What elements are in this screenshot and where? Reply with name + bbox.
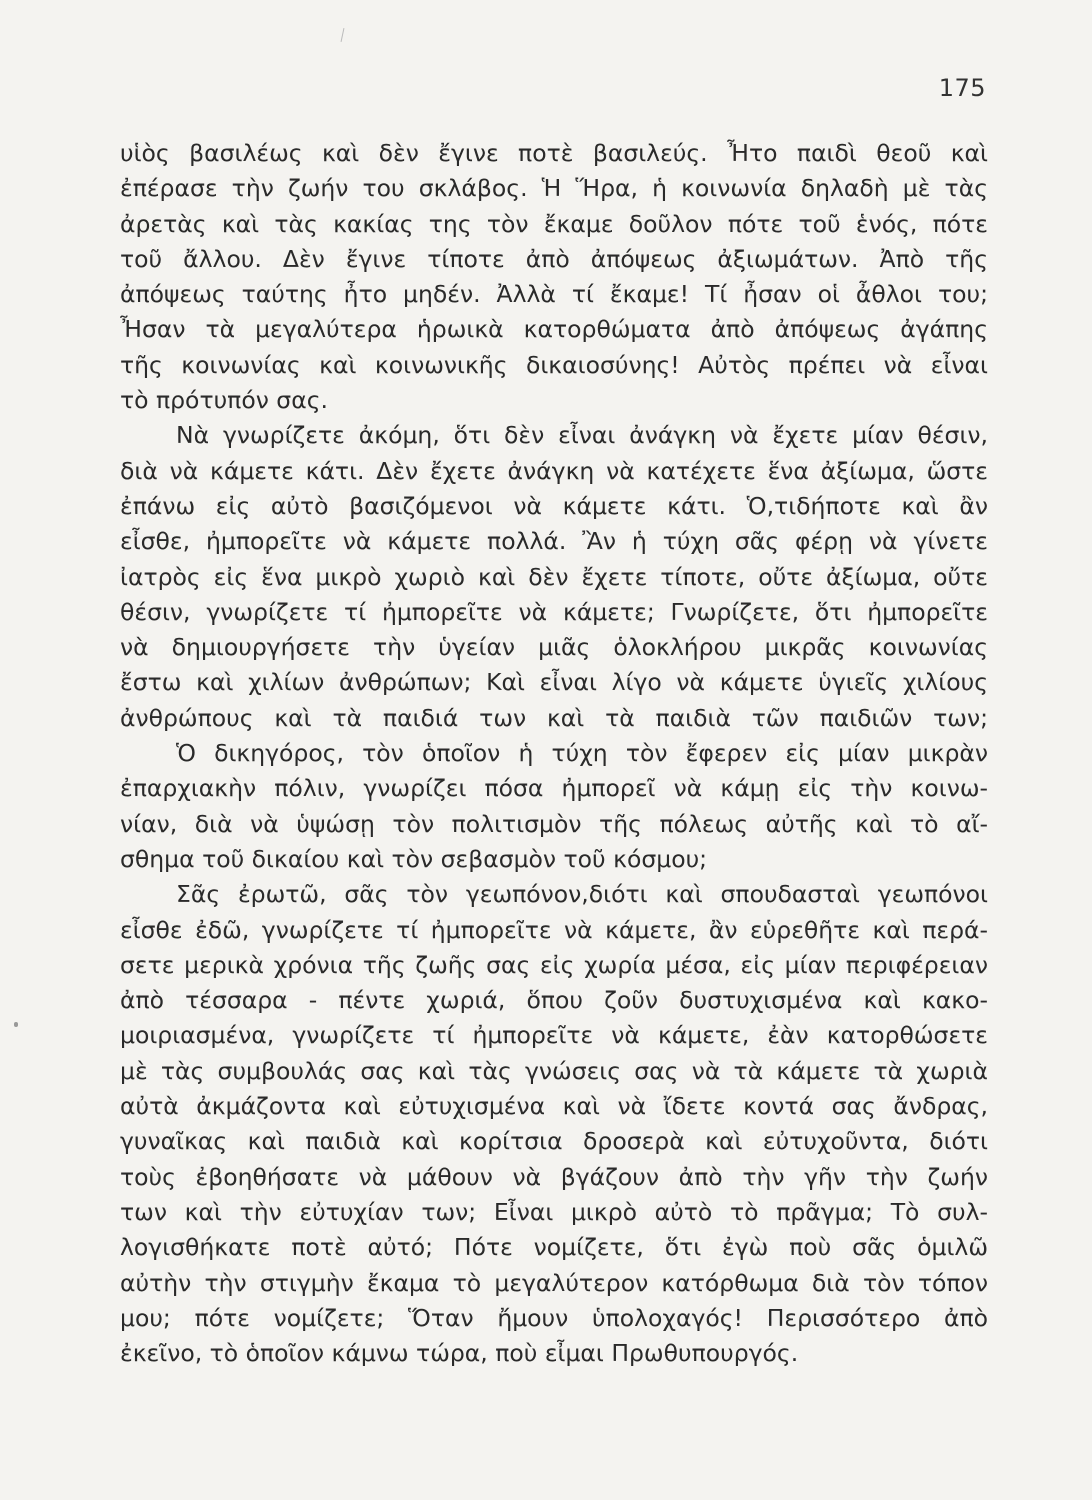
body-text — [120, 136, 988, 1371]
text-line: λογισθήκατε ποτὲ αὐτό; Πότε νομίζετε, ὅτι ἐγὼ ποὺ σᾶς ὁμιλῶ — [120, 1233, 988, 1262]
text-line: ἀρετὰς καὶ τὰς κακίας της τὸν ἔκαμε δοῦλον πότε τοῦ ἑνός, πότε — [120, 209, 988, 238]
text-line: Ἦσαν τὰ μεγαλύτερα ἡρωικὰ κατορθώματα ἀπὸ ἀπόψεως ἀγάπης — [120, 315, 988, 344]
text-line: ἰατρὸς εἰς ἕνα μικρὸ χωριὸ καὶ δὲν ἔχετε τίποτε, οὔτε ἀξίωμα, οὔτε — [120, 562, 988, 591]
text-line: σετε μερικὰ χρόνια τῆς ζωῆς σας εἰς χωρία μέσα, εἰς μίαν περιφέρειαν — [120, 950, 988, 979]
text-line: ἐπέρασε τὴν ζωήν του σκλάβος. Ἡ Ἥρα, ἡ κοινωνία δηλαδὴ μὲ τὰς — [120, 174, 988, 203]
text-line: διὰ νὰ κάμετε κάτι. Δὲν ἔχετε ἀνάγκη νὰ κατέχετε ἕνα ἀξίωμα, ὥστε — [120, 456, 988, 485]
text-line: υἱὸς βασιλέως καὶ δὲν ἔγινε ποτὲ βασιλεύς. Ἦτο παιδὶ θεοῦ καὶ — [120, 139, 988, 167]
text-line: τὸ πρότυπόν σας. — [120, 386, 328, 415]
text-line: ἀπόψεως ταύτης ἦτο μηδέν. Ἀλλὰ τί ἔκαμε! Τί ἦσαν οἱ ἆθλοι του; — [120, 280, 988, 309]
text-line: εἶσθε ἐδῶ, γνωρίζετε τί ἠμπορεῖτε νὰ κάμετε, ἂν εὑρεθῆτε καὶ περά- — [120, 915, 988, 944]
text-line: τοῦ ἄλλου. Δὲν ἔγινε τίποτε ἀπὸ ἀπόψεως ἀξιωμάτων. Ἀπὸ τῆς — [120, 244, 988, 273]
text-line: μοιριασμένα, γνωρίζετε τί ἠμπορεῖτε νὰ κάμετε, ἐὰν κατορθώσετε — [120, 1021, 988, 1050]
text-line: ἐκεῖνο, τὸ ὁποῖον κάμνω τώρα, ποὺ εἶμαι Πρωθυπουργός. — [120, 1339, 799, 1368]
text-line: ἀπὸ τέσσαρα - πέντε χωριά, ὅπου ζοῦν δυστυχισμένα καὶ κακο- — [120, 986, 988, 1015]
margin-dot — [14, 1022, 18, 1027]
text-line: σθημα τοῦ δικαίου καὶ τὸν σεβασμὸν τοῦ κόσμου; — [120, 844, 708, 873]
text-line: εἶσθε, ἠμπορεῖτε νὰ κάμετε πολλά. Ἂν ἡ τύχη σᾶς φέρῃ νὰ γίνετε — [120, 527, 988, 556]
text-line: των καὶ τὴν εὐτυχίαν των; Εἶναι μικρὸ αὐτὸ τὸ πρᾶγμα; Τὸ συλ- — [120, 1197, 988, 1226]
text-line: τῆς κοινωνίας καὶ κοινωνικῆς δικαιοσύνης! Αὐτὸς πρέπει νὰ εἶναι — [120, 350, 988, 379]
text-line: νίαν, διὰ νὰ ὑψώσῃ τὸν πολιτισμὸν τῆς πόλεως αὐτῆς καὶ τὸ αἴ- — [120, 809, 988, 838]
paragraph-start: Ὁ δικηγόρος, τὸν ὁποῖον ἡ τύχη τὸν ἔφερεν εἰς μίαν μικρὰν — [176, 739, 988, 768]
text-line: γυναῖκας καὶ παιδιὰ καὶ κορίτσια δροσερὰ καὶ εὐτυχοῦντα, διότι — [120, 1127, 988, 1156]
text-line: μου; πότε νομίζετε; Ὅταν ἤμουν ὑπολοχαγός! Περισσότερο ἀπὸ — [120, 1303, 988, 1332]
text-line: ἀνθρώπους καὶ τὰ παιδιά των καὶ τὰ παιδιὰ τῶν παιδιῶν των; — [120, 703, 988, 732]
text-line: νὰ δημιουργήσετε τὴν ὑγείαν μιᾶς ὁλοκλήρου μικρᾶς κοινωνίας — [120, 633, 988, 662]
text-line: τοὺς ἐβοηθήσατε νὰ μάθουν νὰ βγάζουν ἀπὸ τὴν γῆν τὴν ζωήν — [120, 1162, 988, 1191]
text-line: αὐτὴν τὴν στιγμὴν ἔκαμα τὸ μεγαλύτερον κατόρθωμα διὰ τὸν τόπον — [120, 1268, 988, 1297]
text-line: ἐπάνω εἰς αὐτὸ βασιζόμενοι νὰ κάμετε κάτι. Ὁ,τιδήποτε καὶ ἂν — [120, 491, 988, 520]
text-line: ἔστω καὶ χιλίων ἀνθρώπων; Καὶ εἶναι λίγο νὰ κάμετε ὑγιεῖς χιλίους — [120, 668, 988, 697]
text-line: αὐτὰ ἀκμάζοντα καὶ εὐτυχισμένα καὶ νὰ ἴδετε κοντά σας ἄνδρας, — [120, 1092, 988, 1121]
text-line: ἐπαρχιακὴν πόλιν, γνωρίζει πόσα ἠμπορεῖ νὰ κάμῃ εἰς τὴν κοινω- — [120, 774, 988, 803]
text-line: θέσιν, γνωρίζετε τί ἠμπορεῖτε νὰ κάμετε; Γνωρίζετε, ὅτι ἠμπορεῖτε — [120, 597, 988, 626]
page-number: 175 — [938, 74, 986, 102]
paragraph-start: Νὰ γνωρίζετε ἀκόμη, ὅτι δὲν εἶναι ἀνάγκη νὰ ἔχετε μίαν θέσιν, — [176, 421, 988, 450]
scan-artifact — [341, 28, 345, 42]
paragraph-start: Σᾶς ἐρωτῶ, σᾶς τὸν γεωπόνον,διότι καὶ σπουδασταὶ γεωπόνοι — [176, 880, 988, 909]
text-line: μὲ τὰς συμβουλάς σας καὶ τὰς γνώσεις σας νὰ τὰ κάμετε τὰ χωριὰ — [120, 1056, 988, 1085]
